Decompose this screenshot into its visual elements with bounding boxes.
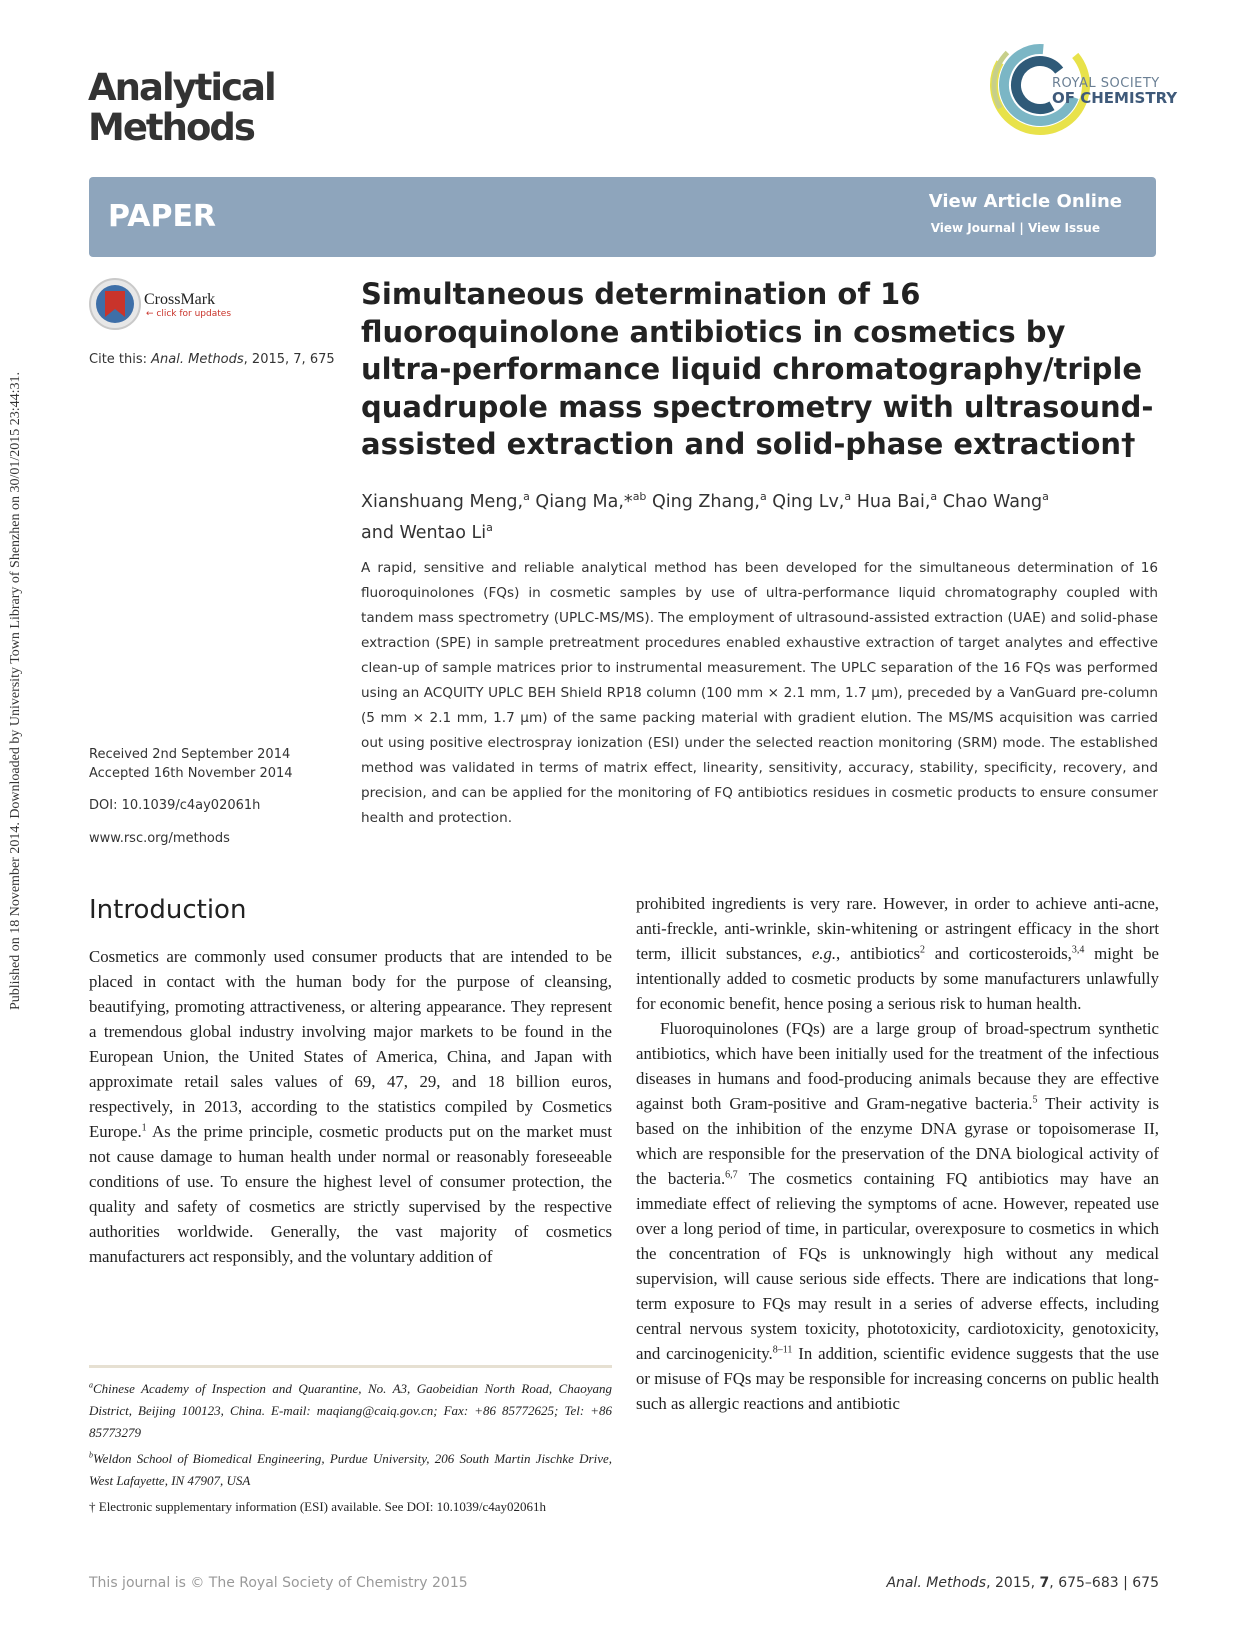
citation-ref[interactable]: 1	[141, 1122, 147, 1134]
text-run: The cosmetics containing FQ antibiotics may have an immediate effect of relieving the symptoms of acne. However, repeated use over a long period of time, in particular, overexposure to cosmetics in which the concentration of FQs is unknowingly high without any medical supervision, will cause serious side effects. There are indications that long-term exposure to FQs may result in a series of adverse effects, including central nervous system toxicity, phototoxicity, cardiotoxicity, genotoxicity, and carcinogenicity.	[636, 1169, 1159, 1363]
footnote-affiliation-a	[89, 1378, 612, 1444]
author-name: Xianshuang Meng,	[361, 491, 524, 512]
text-run: In addition, scientific evidence suggests that the use or misuse of FQs may be responsible for increasing concerns on public health such as allergic reactions and antibiotic	[636, 1344, 1159, 1413]
footnote-affiliation-b	[89, 1448, 612, 1492]
affiliation-mark: a	[844, 490, 852, 503]
text-run: Fluoroquinolones (FQs) are a large group of broad-spectrum synthetic antibiotics, which have been initially used for the treatment of the infectious diseases in humans and food-producing animals because they are effective against both Gram-positive and Gram-negative bacteria.	[636, 1019, 1159, 1113]
download-note: Published on 18 November 2014. Downloaded by University Town Library of Shenzhen on 30/01/2015 23:44:31.	[8, 371, 23, 1010]
footnote-text: Chinese Academy of Inspection and Quarantine, No. A3, Gaobeidian North Road, Chaoyang District, Beijing 100123, China. E-mail: maqiang@caiq.gov.cn; Fax: +86 85772625; Tel: +86 85773279	[89, 1381, 612, 1440]
cite-details: , 2015, 7, 675	[243, 352, 335, 367]
author-name: Hua Bai,	[856, 491, 931, 512]
footnote-esi: † Electronic supplementary information (ESI) available. See DOI: 10.1039/c4ay02061h	[89, 1499, 547, 1514]
doi[interactable]: DOI: 10.1039/c4ay02061h	[89, 798, 261, 813]
crossmark-button[interactable]	[88, 277, 238, 333]
received-date: Received 2nd September 2014	[89, 747, 291, 762]
affiliation-mark: a	[759, 490, 767, 503]
footer-journal: Anal. Methods	[886, 1575, 987, 1591]
link-separator: |	[1015, 221, 1028, 235]
footer-citation	[886, 1575, 1159, 1591]
footnotes	[89, 1378, 612, 1518]
paper-label: PAPER	[108, 199, 217, 234]
author-name: Qing Lv,	[772, 491, 845, 512]
author-name: Qing Zhang,	[652, 491, 760, 512]
footer-separator: |	[1118, 1575, 1133, 1591]
footnote-mark: a	[89, 1380, 93, 1390]
cite-journal: Anal. Methods	[151, 352, 244, 367]
crossmark-label: CrossMark	[144, 291, 216, 308]
text-run-italic: e.g.	[811, 944, 837, 963]
author-name: Qiang Ma,*	[535, 491, 633, 512]
accepted-date: Accepted 16th November 2014	[89, 766, 293, 781]
view-issue-link[interactable]: View Issue	[1027, 221, 1100, 235]
page-number: 675	[1132, 1575, 1159, 1591]
affiliation-mark: a	[523, 490, 530, 503]
article-title: Simultaneous determination of 16 fluoroquinolone antibiotics in cosmetics by ultra-performance liquid chromatography/triple quadrupole mass spectrometry with ultrasound-assisted extraction and solid-phase extraction†	[361, 277, 1154, 461]
affiliation-mark: a	[1042, 490, 1049, 503]
section-heading-introduction: Introduction	[89, 895, 247, 925]
crossmark-sub: ← click for updates	[146, 309, 232, 319]
publisher-line1: ROYAL SOCIETY	[1052, 76, 1160, 91]
affiliation-mark: ab	[632, 490, 647, 503]
author-list	[361, 484, 1151, 546]
affiliation-mark: a	[930, 490, 938, 503]
citation-ref[interactable]: 8–11	[772, 1344, 793, 1356]
footer-pages: , 675–683	[1049, 1575, 1119, 1591]
text-run: As the prime principle, cosmetic products put on the market must not cause damage to human health under normal or reasonably foreseeable conditions of use. To ensure the highest level of consumer protection, the quality and safety of cosmetics are strictly supervised by the respective authorities worldwide. Generally, the vast majority of cosmetics manufacturers act responsibly, and the voluntary addition of	[89, 1122, 612, 1266]
footer-copyright: This journal is © The Royal Society of Chemistry 2015	[89, 1575, 468, 1591]
footnote-mark: b	[89, 1450, 93, 1460]
author-name: and Wentao Li	[361, 522, 487, 543]
citation-ref[interactable]: 3,4	[1071, 944, 1085, 956]
footnote-text: Weldon School of Biomedical Engineering, Purdue University, 206 South Martin Jischke Drive, West Lafayette, IN 47907, USA	[89, 1451, 612, 1488]
citation-ref[interactable]: 6,7	[725, 1169, 738, 1181]
citation-ref[interactable]: 5	[1032, 1094, 1038, 1106]
affiliation-mark: a	[486, 520, 493, 534]
text-run: might be intentionally added to cosmetic products by some manufacturers unlawfully for economic benefit, hence posing a serious risk to human health.	[636, 944, 1159, 1013]
view-article-online-link[interactable]: View Article Online	[928, 191, 1122, 212]
paragraph	[89, 944, 612, 1269]
text-run: and corticosteroids,	[924, 944, 1072, 963]
view-links	[931, 221, 1100, 235]
journal-website-link[interactable]: www.rsc.org/methods	[89, 831, 230, 846]
text-run: , antibiotics	[836, 944, 920, 963]
author-name: Chao Wang	[942, 491, 1043, 512]
footer-volume: 7	[1039, 1575, 1050, 1591]
footer-year: , 2015,	[986, 1575, 1040, 1591]
text-run: prohibited ingredients is very rare. However, in order to achieve anti-acne, anti-freckle, anti-wrinkle, skin-whitening or astringent efficacy in the short term, illicit substances,	[636, 894, 1159, 963]
citation-ref[interactable]: 2	[919, 944, 925, 956]
footnote-divider	[89, 1365, 612, 1368]
publisher-name	[1052, 76, 1177, 106]
abstract: A rapid, sensitive and reliable analytical method has been developed for the simultaneous determination of 16 fluoroquinolones (FQs) in cosmetic samples by use of ultra-performance liquid chromatography coupled with tandem mass spectrometry (UPLC-MS/MS). The employment of ultrasound-assisted extraction (UAE) and solid-phase extraction (SPE) in sample pretreatment procedures enabled exhaustive extraction of target analytes and effective clean-up of sample matrices prior to instrumental measurement. The UPLC separation of the 16 FQs was performed using an ACQUITY UPLC BEH Shield RP18 column (100 mm × 2.1 mm, 1.7 μm), preceded by a VanGuard pre-column (5 mm × 2.1 mm, 1.7 μm) of the same packing material with gradient elution. The MS/MS acquisition was carried out using positive electrospray ionization (ESI) under the selected reaction monitoring (SRM) mode. The established method was validated in terms of matrix effect, linearity, sensitivity, accuracy, stability, specificity, recovery, and precision, and can be applied for the monitoring of FQ antibiotics residues in cosmetic products to ensure consumer health and protection.	[361, 560, 1158, 826]
crossmark-icon	[88, 277, 142, 331]
cite-prefix: Cite this:	[89, 352, 152, 367]
paragraph	[636, 1016, 1159, 1416]
view-journal-link[interactable]: View Journal	[930, 221, 1016, 235]
body-column-left	[89, 944, 612, 1269]
paper-banner	[89, 177, 1156, 257]
journal-title-line1: Analytical	[88, 66, 275, 109]
body-column-right	[636, 891, 1159, 1416]
cite-this	[89, 350, 335, 369]
journal-title[interactable]	[88, 68, 275, 148]
journal-title-line2: Methods	[88, 106, 254, 149]
publisher-line2: OF CHEMISTRY	[1052, 89, 1178, 107]
paragraph	[636, 891, 1159, 1016]
text-run: Cosmetics are commonly used consumer products that are intended to be placed in contact with the human body for the purpose of cleansing, beautifying, promoting attractiveness, or altering appearance. They represent a tremendous global industry involving major markets to be found in the European Union, the United States of America, China, and Japan with approximate retail sales values of 69, 47, 29, and 18 billion euros, respectively, in 2013, according to the statistics compiled by Cosmetics Europe.	[89, 947, 612, 1141]
text-run: Their activity is based on the inhibition of the enzyme DNA gyrase or topoisomerase II, which are responsible for the preservation of the DNA biological activity of the bacteria.	[636, 1094, 1159, 1188]
